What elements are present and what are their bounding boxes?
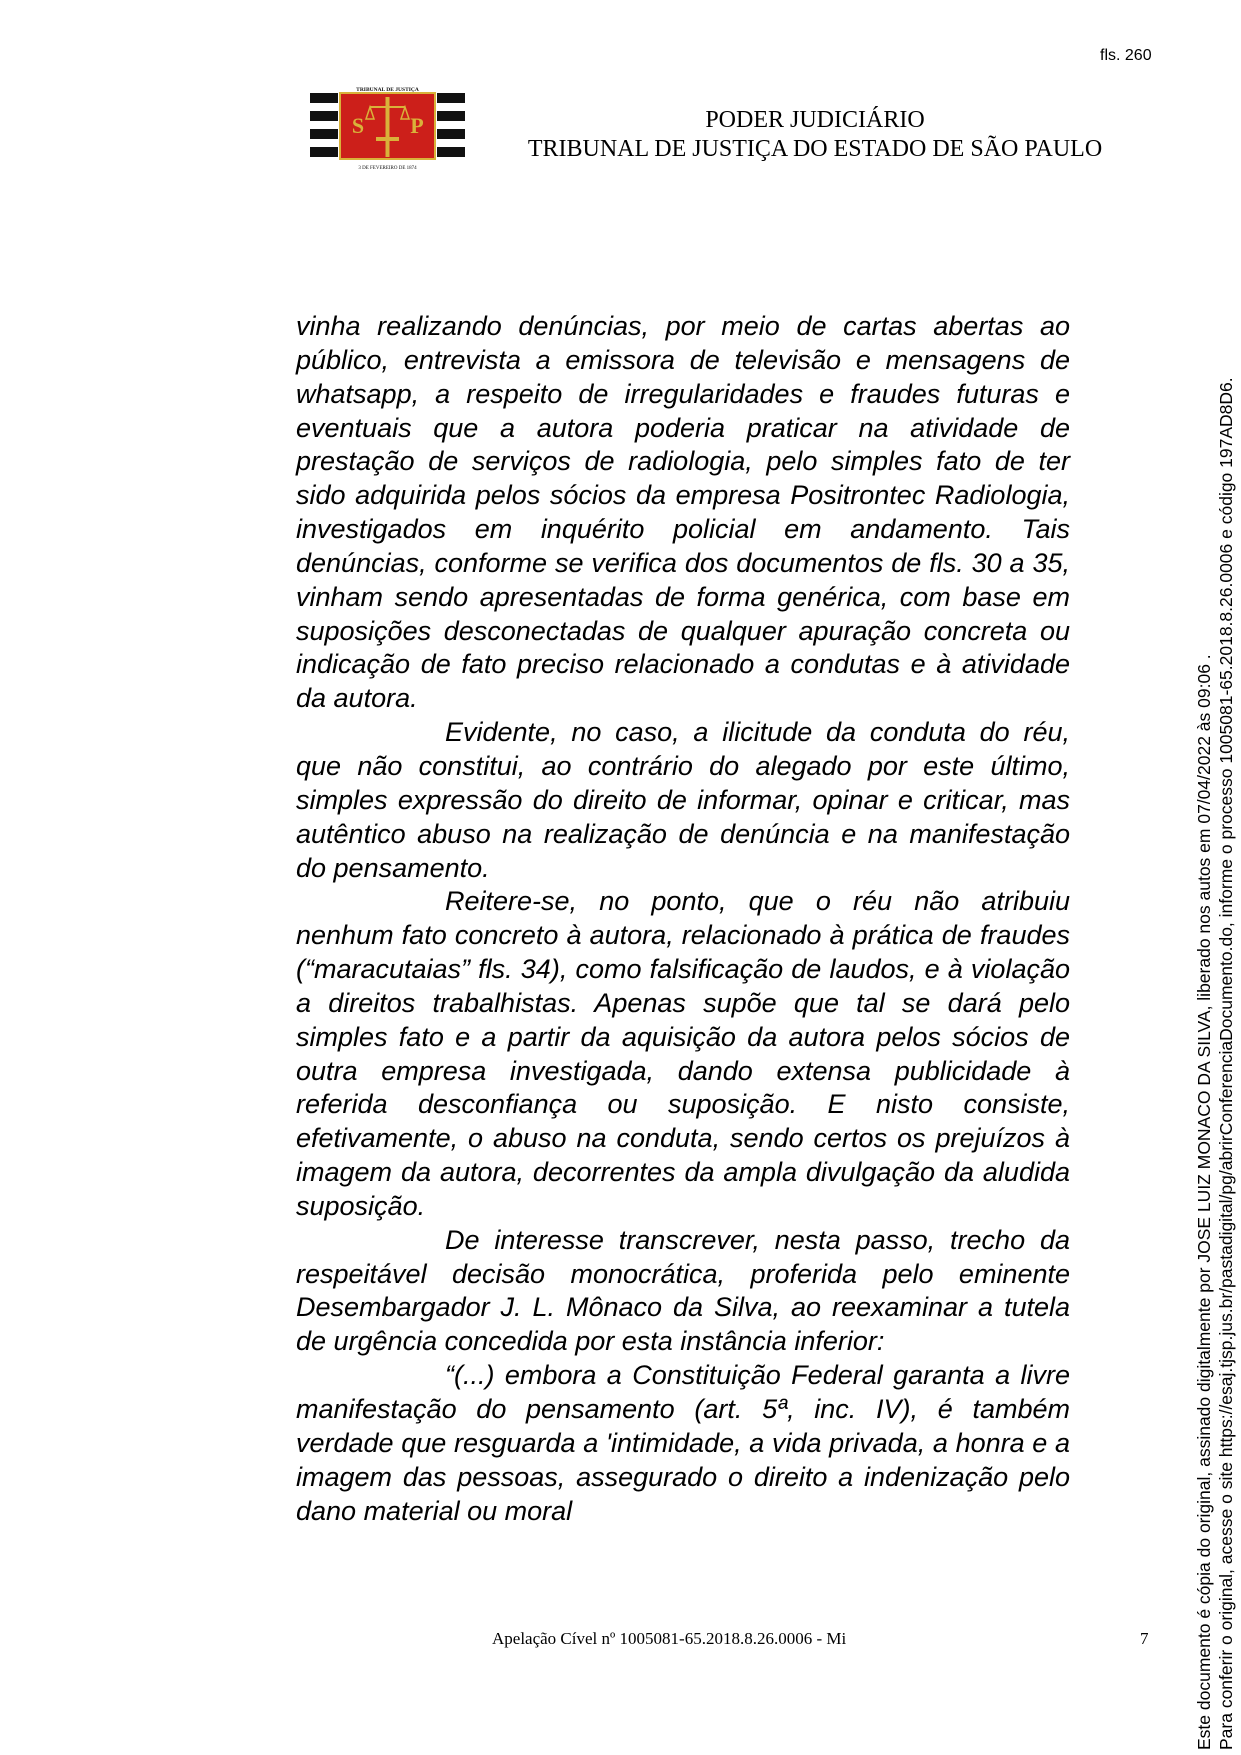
paragraph-2: Evidente, no caso, a ilicitude da conduta do réu, que não constitui, ao contrário do alegado por este último, simples expressão do direito de informar, opinar e criticar, mas autêntico abuso na realização de denúncia e na manifestação do pensamento. xyxy=(296,717,1070,883)
paragraph-4: De interesse transcrever, nesta passo, trecho da respeitável decisão monocrática, proferida pelo eminente Desembargador J. L. Mônaco da Silva, ao reexaminar a tutela de urgência concedida por esta instância inferior: xyxy=(296,1224,1070,1357)
header-line-1: PODER JUDICIÁRIO xyxy=(705,107,925,133)
tjsp-seal-logo xyxy=(310,85,465,173)
logo-bottom-text: 3 DE FEVEREIRO DE 1874 xyxy=(358,166,417,171)
paragraph-1: vinha realizando denúncias, por meio de cartas abertas ao público, entrevista a emissora de televisão e mensagens de whatsapp, a respeito de irregularidades e fraudes futuras e eventuais que a autora poderia praticar na atividade de prestação de serviços de radiologia, pelo simples fato de ter sido adquirida pelos sócios da empresa Positrontec Radiologia, investigados em inquérito policial em andamento. Tais denúncias, conforme se verifica dos documentos de fls. 30 a 35, vinham sendo apresentadas de forma genérica, com base em suposições desconectadas de qualquer apuração concreta ou indicação de fato preciso relacionado a condutas e à atividade da autora. xyxy=(296,311,1070,714)
court-header xyxy=(510,106,1120,164)
logo-letter-p: P xyxy=(410,113,424,138)
logo-top-text: TRIBUNAL DE JUSTIÇA xyxy=(356,87,419,93)
signature-line-1: Este documento é cópia do original, assinado digitalmente por JOSE LUIZ MONACO DA SILVA, liberado nos autos em 07/04/2022 às 09:06 . xyxy=(1194,654,1214,1750)
logo-letter-s: S xyxy=(351,113,365,138)
page-label: fls. 260 xyxy=(1100,47,1152,64)
case-footer: Apelação Cível nº 1005081-65.2018.8.26.0006 - Mi xyxy=(492,1629,847,1648)
page-number: 7 xyxy=(1140,1629,1149,1648)
signature-line-2: Para conferir o original, acesse o site https://esaj.tjsp.jus.br/pastadigital/pg/abrirConferenciaDocumento.do, informe o processo 1005081-65.2018.8.26.0006 e código 197AD8D6. xyxy=(1216,377,1236,1750)
digital-signature-notice xyxy=(1193,270,1237,1750)
paragraph-3: Reitere-se, no ponto, que o réu não atribuiu nenhum fato concreto à autora, relacionado à prática de fraudes (“maracutaias” fls. 34), como falsificação de laudos, e à violação a direitos trabalhistas. Apenas supõe que tal se dará pelo simples fato e a partir da aquisição da autora pelos sócios de outra empresa investigada, dando extensa publicidade à referida desconfiança ou suposição. E nisto consiste, efetivamente, o abuso na conduta, sendo certos os prejuízos à imagem da autora, decorrentes da ampla divulgação da aludida suposição. xyxy=(296,886,1070,1221)
header-line-2: TRIBUNAL DE JUSTIÇA DO ESTADO DE SÃO PAULO xyxy=(527,136,1103,162)
paragraph-5-quote: “(...) embora a Constituição Federal garanta a livre manifestação do pensamento (art. 5ª, inc. IV), é também verdade que resguarda a 'intimidade, a vida privada, a honra e a imagem das pessoas, assegurado o direito a indenização pelo dano material ou moral xyxy=(296,1360,1070,1526)
document-body xyxy=(296,310,1070,1528)
